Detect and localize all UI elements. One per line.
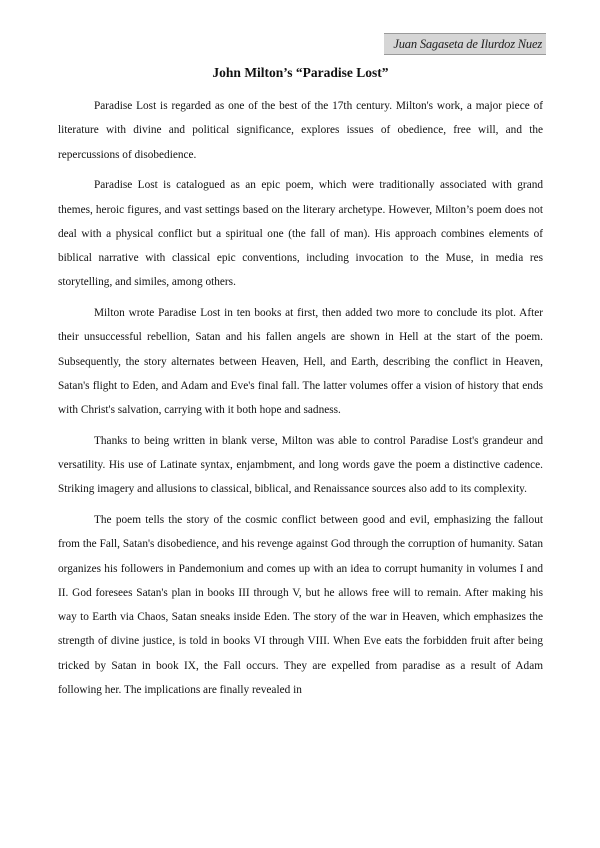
paragraph-4: Thanks to being written in blank verse, Milton was able to control Paradise Lost's grandeur and versatility. His use of Latinate syntax, enjambment, and long words gave the poem a distinctive cadence. Striking imagery and allusions to classical, biblical, and Renaissance sources also add to its complexity. <box>58 434 543 496</box>
document-body <box>58 94 543 709</box>
document-title: John Milton’s “Paradise Lost” <box>212 65 389 80</box>
author-header: Juan Sagaseta de Ilurdoz Nuez <box>384 33 546 55</box>
paragraph-1: Paradise Lost is regarded as one of the best of the 17th century. Milton's work, a major piece of literature with divine and political significance, explores issues of obedience, free will, and the repercussions of disobedience. <box>58 100 543 161</box>
paragraph-3: Milton wrote Paradise Lost in ten books at first, then added two more to conclude its plot. After their unsuccessful rebellion, Satan and his fallen angels are shown in Hell at the start of the poem. Subsequently, the story alternates between Heaven, Hell, and Earth, describing the conflict in Heaven, Satan's flight to Eden, and Adam and Eve's final fall. The latter volumes offer a vision of history that ends with Christ's salvation, carrying with it both hope and sadness. <box>58 307 543 416</box>
paragraph-5: The poem tells the story of the cosmic conflict between good and evil, emphasizing the fallout from the Fall, Satan's disobedience, and his revenge against God through the corruption of humanity. Satan organizes his followers in Pandemonium and comes up with an idea to corrupt humanity in volumes I and II. God foresees Satan's plan in books III through V, but he allows free will to remain. After making his way to Earth via Chaos, Satan sneaks inside Eden. The story of the war in Heaven, which emphasizes the strength of divine justice, is told in books VI through VIII. When Eve eats the forbidden fruit after being tricked by Satan in book IX, the Fall occurs. They are expelled from paradise as a result of Adam following her. The implications are finally revealed in <box>58 514 543 696</box>
paragraph-2: Paradise Lost is catalogued as an epic poem, which were traditionally associated with grand themes, heroic figures, and vast settings based on the literary archetype. However, Milton’s poem does not deal with a physical conflict but a spiritual one (the fall of man). His approach combines elements of biblical narrative with classical epic conventions, including invocation to the Muse, in media res storytelling, and similes, among others. <box>58 179 543 289</box>
